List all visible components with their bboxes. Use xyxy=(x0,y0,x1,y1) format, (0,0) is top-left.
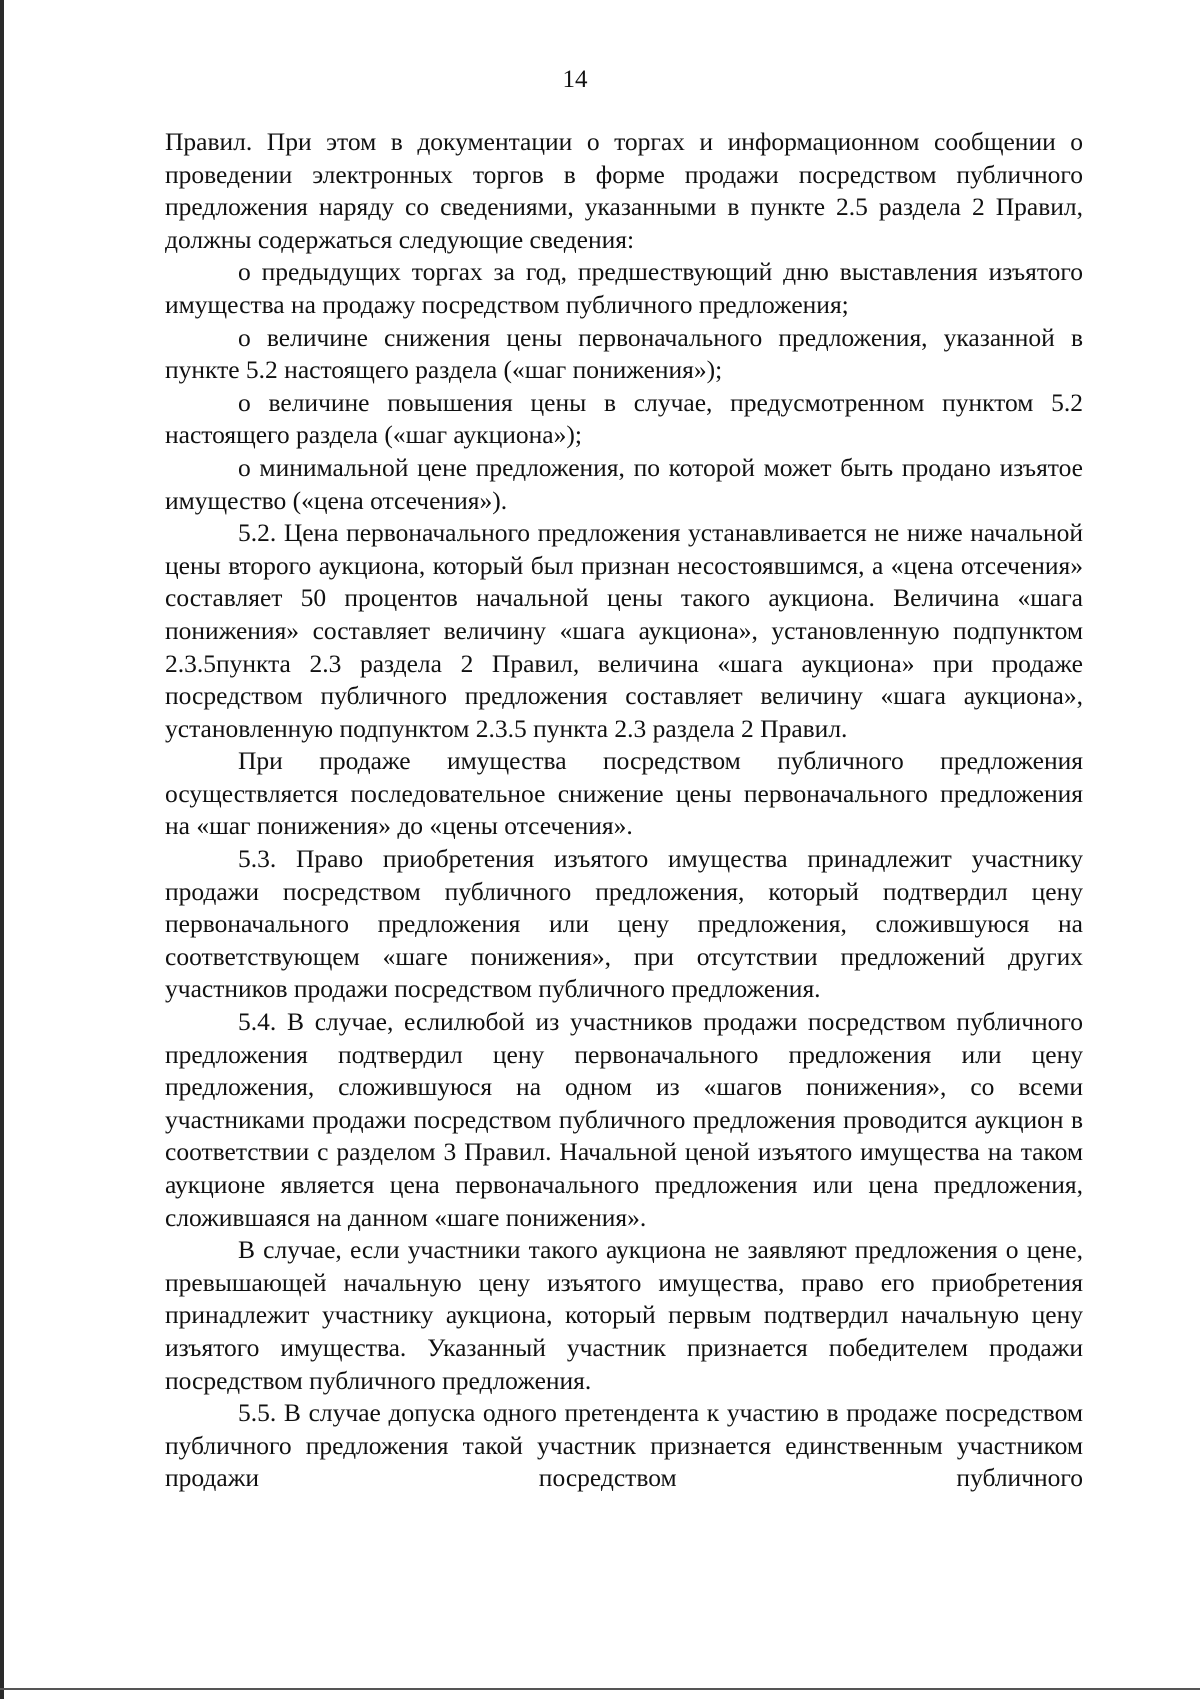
page-number: 14 xyxy=(562,66,588,93)
paragraph-auction-winner: В случае, если участники такого аукциона не заявляют предложения о цене, превышающей начальную цену изъятого имущества, право его приобретения принадлежит участнику аукциона, который первым подтвердил начальную цену изъятого имущества. Указанный участник признается победителем продажи посредством публичного предложения. xyxy=(165,1235,1083,1395)
paragraph-previous-auctions: о предыдущих торгах за год, предшествующий дню выставления изъятого имущества на продажу посредством публичного предложения; xyxy=(165,257,1083,319)
scan-edge-left xyxy=(0,0,4,1699)
document-body xyxy=(165,126,1083,1495)
paragraph-sequential-reduction: При продаже имущества посредством публичного предложения осуществляется последовательное снижение цены первоначального предложения на «шаг понижения» до «цены отсечения». xyxy=(165,746,1083,841)
scan-edge-bottom xyxy=(0,1688,1200,1690)
paragraph-5-3: 5.3. Право приобретения изъятого имущества принадлежит участнику продажи посредством публичного предложения, который подтвердил цену первоначального предложения или цену предложения, сложившуюся на соответствующем «шаге понижения», при отсутствии предложений других участников продажи посредством публичного предложения. xyxy=(165,844,1083,1004)
paragraph-reduction-step: о величине снижения цены первоначального предложения, указанной в пункте 5.2 настоящего раздела («шаг понижения»); xyxy=(165,322,1083,385)
paragraph-5-4: 5.4. В случае, еслилюбой из участников продажи посредством публичного предложения подтвердил цену первоначального предложения или цену предложения, сложившуюся на одном из «шагов понижения», со всеми участниками продажи посредством публичного предложения проводится аукцион в соответствии с разделом 3 Правил. Начальной ценой изъятого имущества на таком аукционе является цена первоначального предложения или цена предложения, сложившаяся на данном «шаге понижения». xyxy=(165,1007,1083,1232)
paragraph-cutoff-price: о минимальной цене предложения, по которой может быть продано изъятое имущество («цена отсечения»). xyxy=(165,452,1083,515)
paragraph-continuation: Правил. При этом в документации о торгах и информационном сообщении о проведении электронных торгов в форме продажи посредством публичного предложения наряду со сведениями, указанными в пункте 2.5 раздела 2 Правил, должны содержаться следующие сведения: xyxy=(165,127,1083,254)
paragraph-5-2: 5.2. Цена первоначального предложения устанавливается не ниже начальной цены второго аукциона, который был признан несостоявшимся, а «цена отсечения» составляет 50 процентов начальной цены такого аукциона. Величина «шага понижения» составляет величину «шага аукциона», установленную подпунктом 2.3.5пункта 2.3 раздела 2 Правил, величина «шага аукциона» при продаже посредством публичного предложения составляет величину «шага аукциона», установленную подпунктом 2.3.5 пункта 2.3 раздела 2 Правил. xyxy=(165,518,1083,743)
paragraph-auction-step: о величине повышения цены в случае, предусмотренном пунктом 5.2 настоящего раздела («шаг аукциона»); xyxy=(165,387,1083,450)
paragraph-5-5: 5.5. В случае допуска одного претендента к участию в продаже посредством публичного предложения такой участник признается единственным участником продажи посредством публичного xyxy=(165,1398,1083,1493)
